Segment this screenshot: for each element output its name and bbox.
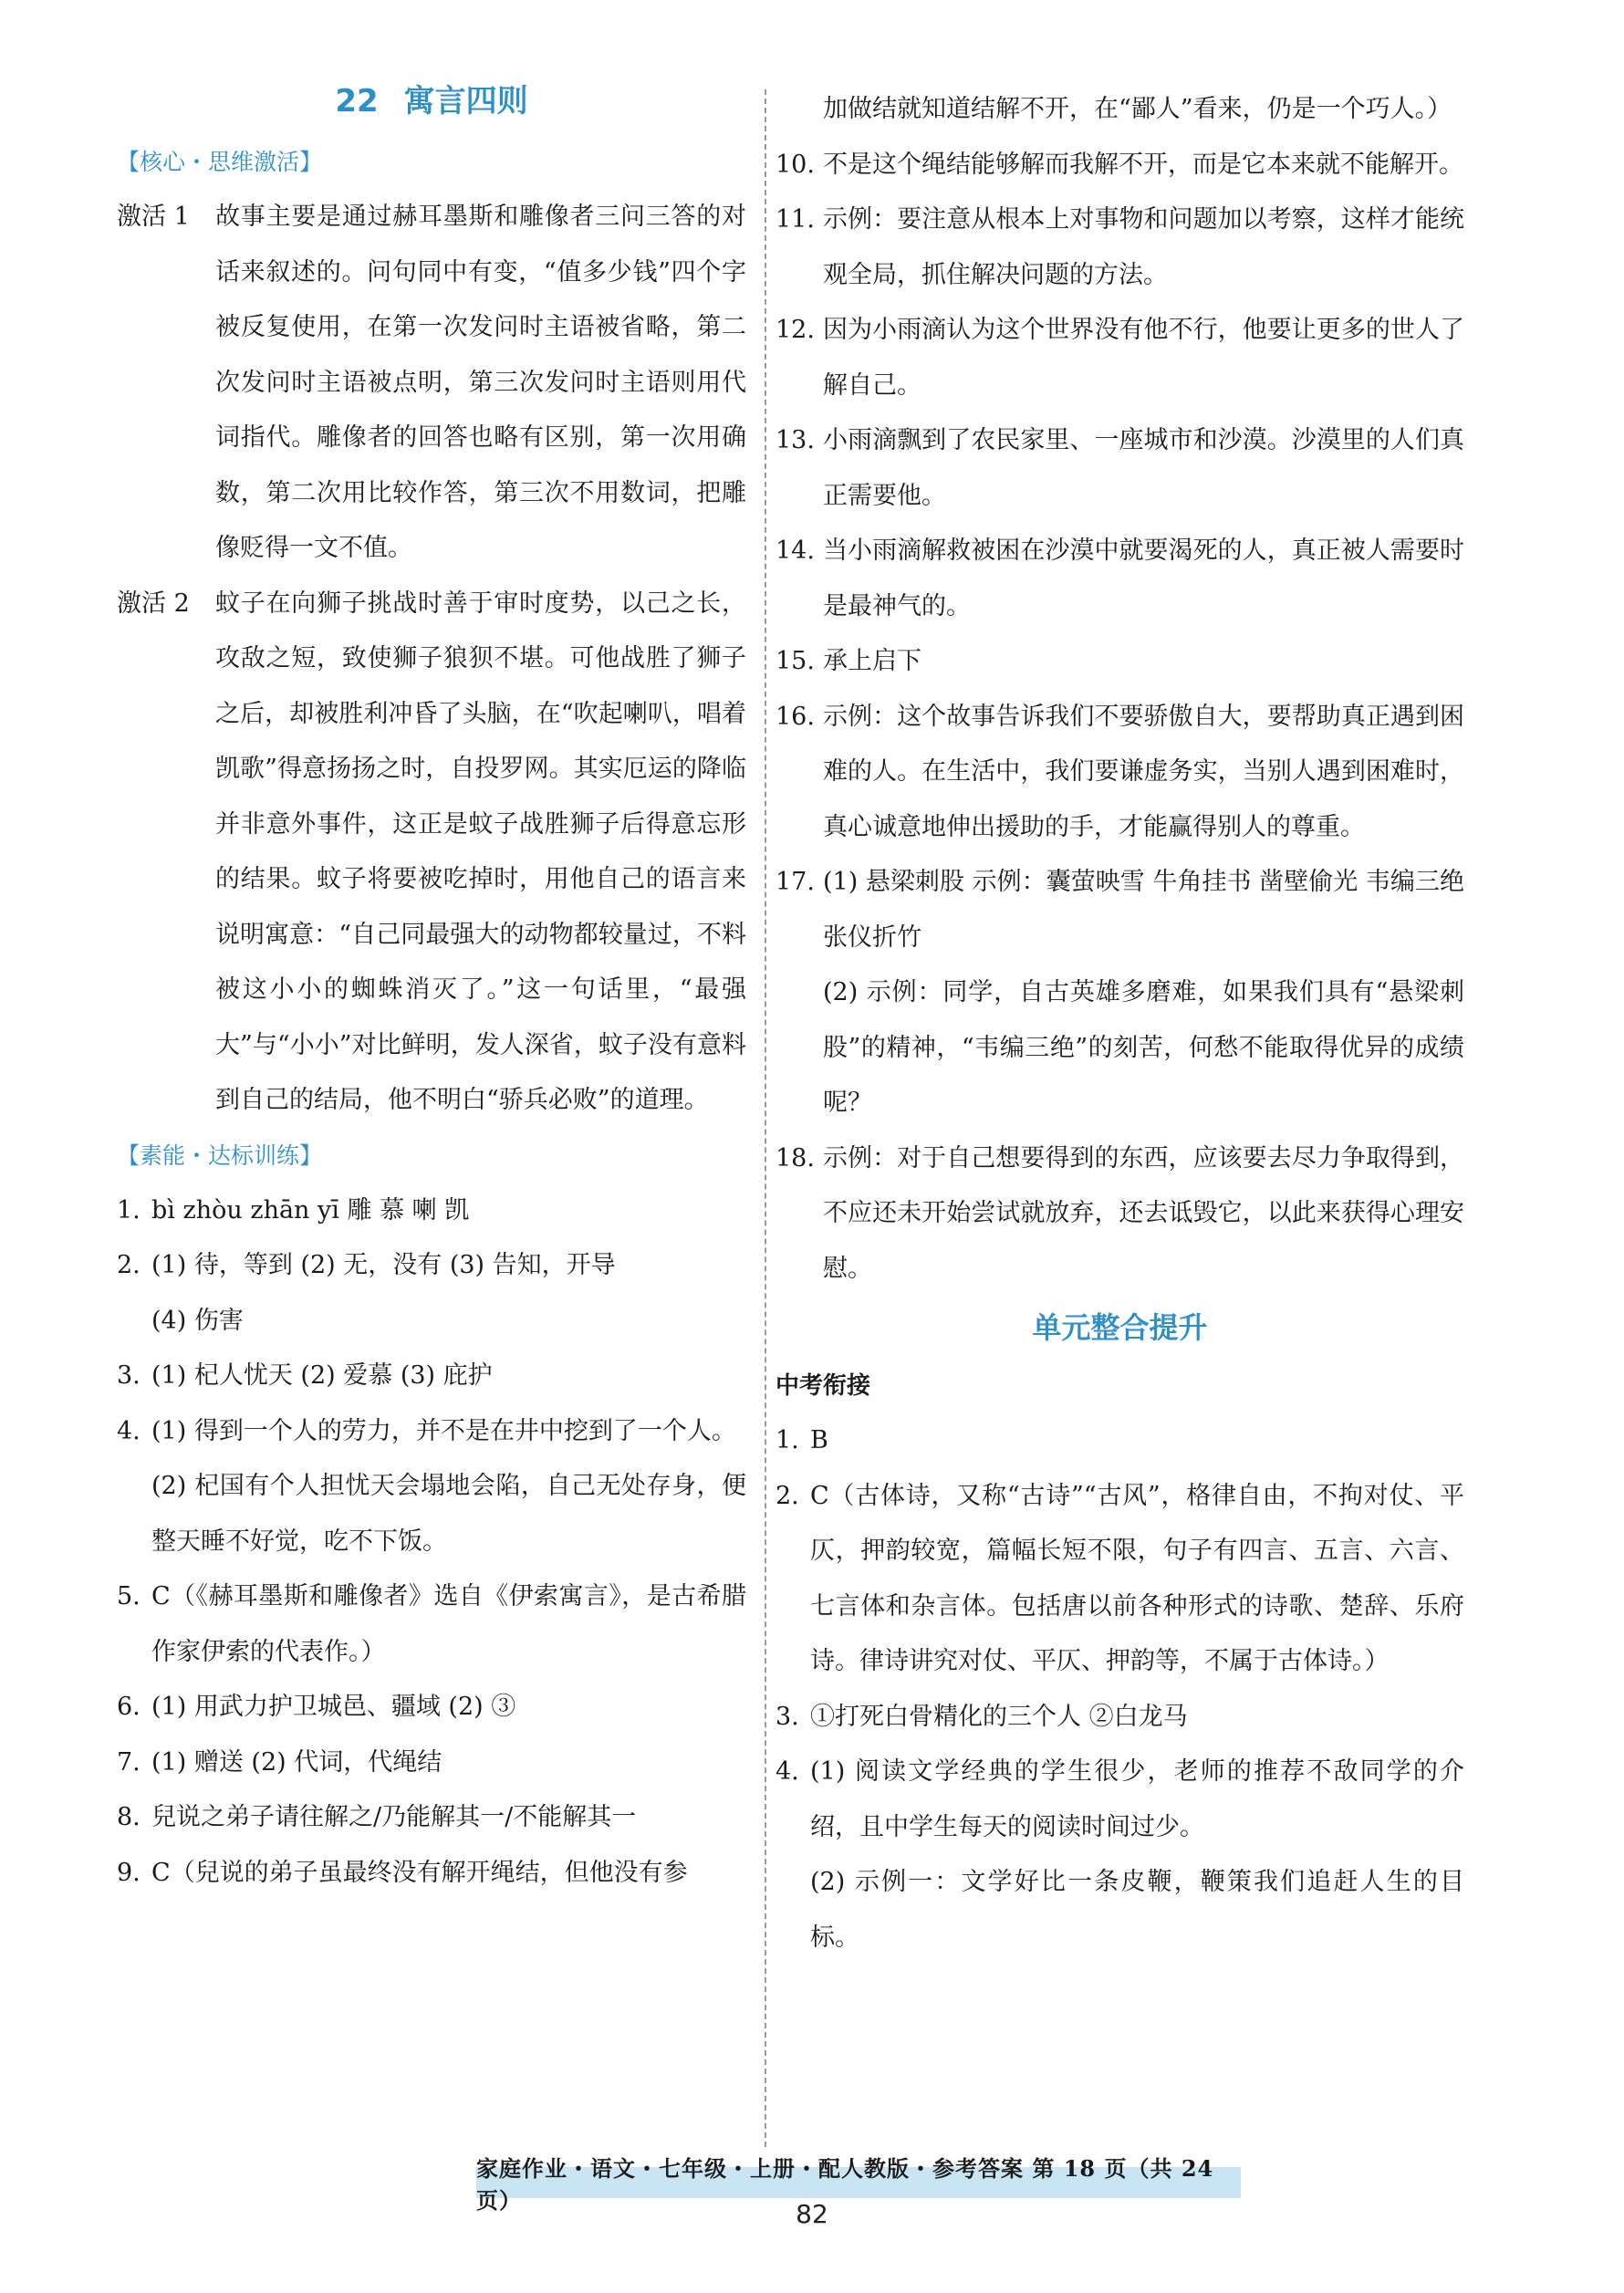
item-label: 4.	[117, 1416, 141, 1445]
unit-title: 单元整合提升	[1032, 1310, 1208, 1345]
item-text: C（古体诗，又称“古诗”“古风”，格律自由，不拘对仗、平仄，押韵较宽，篇幅长短不限，句子有四言、五言、六言、七言体和杂言体。包括唐以前各种形式的诗歌、楚辞、乐府诗。律诗讲究对仗、平仄、押韵等，不属于古体诗。）	[810, 1481, 1464, 1675]
item-label: 8.	[117, 1803, 141, 1831]
item-label: 14.	[776, 537, 815, 565]
subsection-heading: 中考衔接	[776, 1372, 871, 1400]
item-label: 10.	[776, 150, 815, 179]
item-label: 1.	[776, 1426, 799, 1454]
answer-item-16	[776, 690, 1464, 856]
item-label: 2.	[776, 1481, 799, 1510]
item-label: 3.	[776, 1702, 799, 1731]
right-column	[776, 82, 1464, 1965]
item-text: bì zhòu zhān yī 雕 慕 喇 凯	[151, 1195, 470, 1225]
answer-item-11	[776, 193, 1464, 303]
answer-item-18	[776, 1131, 1464, 1298]
item-label: 6.	[117, 1693, 141, 1721]
answer-item-15	[776, 634, 1464, 690]
answer-item-6	[117, 1680, 746, 1735]
item-text: (2) 示例：同学，自古英雄多磨难，如果我们具有“悬梁刺股”的精神，“韦编三绝”的刻苦，何愁不能取得优异的成绩呢？	[823, 978, 1464, 1117]
footer-text: 家庭作业・语文・七年级・上册・配人教版・参考答案 第 18 页（共 24 页）	[476, 2155, 1214, 2214]
item-label: 17.	[776, 868, 815, 896]
item-label: 1.	[117, 1195, 141, 1225]
item-text: 蚊子在向狮子挑战时善于审时度势，以己之长，攻敌之短，致使狮子狼狈不堪。可他战胜了狮子之后，却被胜利冲昏了头脑，在“吹起喇叭，唱着凯歌”得意扬扬之时，自投罗网。其实厄运的降临并非意外事件，这正是蚊子战胜狮子后得意忘形的结果。蚊子将要被吃掉时，用他自己的语言来说明寓意：“自己同最强大的动物都较量过，不料被这小小的蜘蛛消灭了。”这一句话里，“最强大”与“小小”对比鲜明，发人深省，蚊子没有意料到自己的结局，他不明白“骄兵必败”的道理。	[215, 589, 746, 1114]
item-text: 示例：这个故事告诉我们不要骄傲自大，要帮助真正遇到困难的人。在生活中，我们要谦虚务实，当别人遇到困难时，真心诚意地伸出援助的手，才能赢得别人的尊重。	[823, 702, 1464, 841]
item-text: (2) 示例一：文学好比一条皮鞭，鞭策我们追赶人生的目标。	[810, 1868, 1464, 1952]
answer-item-12	[776, 303, 1464, 413]
item-text: 加做结就知道结解不开，在“鄙人”看来，仍是一个巧人。）	[823, 95, 1452, 123]
item-text: (1) 杞人忧天 (2) 爱慕 (3) 庇护	[151, 1361, 493, 1390]
item-label: 激活 2	[117, 589, 190, 618]
answer-item-4	[117, 1404, 746, 1570]
item-label: 13.	[776, 426, 815, 454]
item-label: 16.	[776, 702, 815, 731]
item-text: (1) 用武力护卫城邑、疆域 (2) ③	[151, 1693, 516, 1721]
item-text: 不是这个绳结能够解而我解不开，而是它本来就不能解开。	[823, 150, 1463, 179]
exam-answer-item-2	[776, 1469, 1464, 1690]
item-text: B	[810, 1426, 828, 1454]
answer-item-7	[117, 1735, 746, 1791]
exam-answer-item-1	[776, 1413, 1464, 1469]
answer-item-5	[117, 1569, 746, 1680]
answer-item-9-continued	[776, 82, 1464, 138]
item-text: 承上启下	[823, 647, 921, 675]
item-text: 因为小雨滴认为这个世界没有他不行，他要让更多的世人了解自己。	[823, 316, 1464, 400]
item-label: 3.	[117, 1361, 141, 1390]
item-label: 激活 1	[117, 203, 190, 231]
column-divider	[765, 89, 766, 2147]
answer-item-13	[776, 413, 1464, 524]
item-text: (4) 伤害	[151, 1306, 244, 1335]
item-label: 9.	[117, 1858, 141, 1887]
item-text: C（兒说的弟子虽最终没有解开绳结，但他没有参	[151, 1858, 688, 1887]
item-label: 12.	[776, 316, 815, 344]
item-text: (2) 杞国有个人担忧天会塌地会陷，自己无处存身，便整天睡不好觉，吃不下饭。	[151, 1472, 746, 1556]
item-label: 7.	[117, 1747, 141, 1777]
left-column	[117, 71, 746, 1901]
answer-item-1	[117, 1183, 746, 1239]
activation-item-2	[117, 577, 746, 1129]
answer-item-9	[117, 1846, 746, 1902]
exam-answer-item-3	[776, 1690, 1464, 1746]
item-text: 小雨滴飘到了农民家里、一座城市和沙漠。沙漠里的人们真正需要他。	[823, 426, 1464, 510]
answer-item-17	[776, 855, 1464, 1131]
item-text: C（《赫耳墨斯和雕像者》选自《伊索寓言》，是古希腊作家伊索的代表作。）	[151, 1582, 746, 1666]
item-text: (1) 阅读文学经典的学生很少，老师的推荐不敌同学的介绍，且中学生每天的阅读时间过少。	[810, 1757, 1464, 1841]
item-label: 11.	[776, 205, 815, 234]
activation-item-1	[117, 190, 746, 577]
answer-item-2	[117, 1238, 746, 1349]
item-text: 兒说之弟子请往解之/乃能解其一/不能解其一	[151, 1803, 637, 1831]
item-text: ①打死白骨精化的三个人 ②白龙马	[810, 1702, 1188, 1731]
item-text: 示例：对于自己想要得到的东西，应该要去尽力争取得到，不应还未开始尝试就放弃，还去诋毁它，以此来获得心理安慰。	[823, 1143, 1464, 1283]
item-label: 15.	[776, 647, 815, 675]
answer-item-8	[117, 1790, 746, 1846]
item-text: (1) 待，等到 (2) 无，没有 (3) 告知，开导	[151, 1251, 616, 1279]
item-label: 4.	[776, 1757, 799, 1786]
item-text: (1) 赠送 (2) 代词，代绳结	[151, 1747, 442, 1777]
item-text: (1) 悬梁刺股 示例：囊萤映雪 牛角挂书 凿壁偷光 韦编三绝 张仪折竹	[823, 868, 1464, 952]
exam-answer-item-4	[776, 1745, 1464, 1965]
item-label: 18.	[776, 1143, 815, 1173]
page-number: 82	[796, 2199, 828, 2229]
answer-item-14	[776, 524, 1464, 634]
item-text: 故事主要是通过赫耳墨斯和雕像者三问三答的对话来叙述的。问句同中有变，“值多少钱”四个字被反复使用，在第一次发问时主语被省略，第二次发问时主语被点明，第三次发问时主语则用代词指代。雕像者的回答也略有区别，第一次用确数，第二次用比较作答，第三次不用数词，把雕像贬得一文不值。	[215, 203, 746, 562]
item-text: (1) 得到一个人的劳力，并不是在井中挖到了一个人。	[151, 1416, 736, 1445]
answer-item-10	[776, 138, 1464, 193]
item-label: 2.	[117, 1251, 141, 1279]
lesson-title	[117, 71, 746, 131]
item-label: 5.	[117, 1582, 141, 1610]
section-heading-training: 【素能・达标训练】	[117, 1141, 323, 1169]
item-text: 示例：要注意从根本上对事物和问题加以考察，这样才能统观全局，抓住解决问题的方法。	[823, 205, 1464, 289]
answer-item-3	[117, 1349, 746, 1404]
lesson-number: 22	[335, 83, 379, 120]
item-text: 当小雨滴解救被困在沙漠中就要渴死的人，真正被人需要时是最神气的。	[823, 537, 1464, 620]
section-heading-core: 【核心・思维激活】	[117, 149, 323, 175]
lesson-name: 寓言四则	[403, 83, 528, 120]
